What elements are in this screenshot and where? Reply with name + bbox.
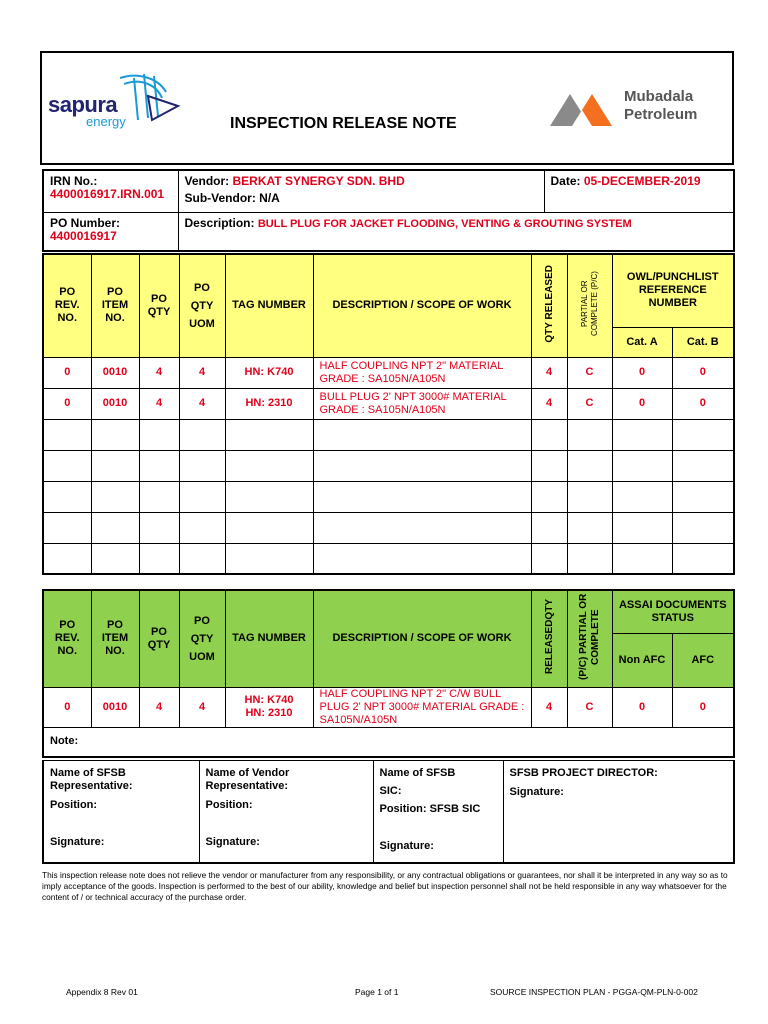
row2-item: 0010	[91, 687, 139, 727]
row-pc: C	[567, 357, 612, 388]
th-qty-released-text: QTY RELEASED	[543, 264, 555, 343]
empty-row	[43, 450, 734, 481]
th2-po-rev: PO REV. NO.	[43, 590, 91, 687]
th-cat-b: Cat. B	[672, 327, 734, 357]
sapura-wordmark: sapura	[48, 92, 118, 117]
th2-released-qty-text: RELEASEDQTY	[543, 599, 555, 675]
row-qty: 4	[139, 388, 179, 419]
footer-appendix: Appendix 8 Rev 01	[66, 987, 138, 997]
vendor-label: Vendor:	[184, 174, 230, 188]
row-rel: 4	[531, 357, 567, 388]
th2-assai: ASSAI DOCUMENTS STATUS	[612, 590, 734, 633]
mubadala-mountain-icon	[550, 86, 620, 132]
empty-row	[43, 543, 734, 574]
th2-description: DESCRIPTION / SCOPE OF WORK	[313, 590, 531, 687]
th-tag-number: TAG NUMBER	[225, 254, 313, 357]
date-label: Date:	[550, 174, 581, 188]
sfsb-sic-signature-label: Signature:	[379, 840, 434, 852]
row2-uom: 4	[179, 687, 225, 727]
th2-partial	[567, 590, 612, 687]
po-cell	[43, 213, 178, 251]
sig-col-vendor-rep	[199, 761, 373, 864]
row2-pc: C	[567, 687, 612, 727]
th-po-qty: PO QTY	[139, 254, 179, 357]
subvendor: Sub-Vendor: N/A	[184, 191, 280, 205]
row-uom: 4	[179, 388, 225, 419]
empty-row	[43, 419, 734, 450]
sfsb-rep-position-label: Position:	[50, 799, 98, 811]
row2-rev: 0	[43, 687, 91, 727]
project-director-signature-label: Signature:	[509, 786, 564, 798]
table-row	[43, 388, 734, 419]
row-uom: 4	[179, 357, 225, 388]
disclaimer-text: This inspection release note does not relieve the vendor or manufacturer from any responsibility, or any contractual obligations or guarantees, nor shall it be interpreted in any way so as to imply acceptance of the goods. Inspection is performed to the best of our ability, knowledge and belief but inspection personnel shall not be held responsible in any way whatsoever for the content of / or technical accuracy of the purchase order.	[42, 870, 728, 902]
th-po-item: PO ITEM NO.	[91, 254, 139, 357]
row-rev: 0	[43, 357, 91, 388]
th-cat-a: Cat. A	[612, 327, 672, 357]
row-item: 0010	[91, 388, 139, 419]
row-cat-b: 0	[672, 357, 734, 388]
th2-non-afc: Non AFC	[612, 633, 672, 687]
sfsb-rep-signature-label: Signature:	[50, 836, 105, 848]
mubadala-word: Mubadala	[624, 88, 694, 105]
table-row	[43, 357, 734, 388]
row-cat-a: 0	[612, 388, 672, 419]
sapura-subword: energy	[86, 114, 126, 129]
vendor-value: BERKAT SYNERGY SDN. BHD	[232, 174, 405, 188]
th2-afc: AFC	[672, 633, 734, 687]
row2-tag	[225, 687, 313, 727]
po-value: 4400016917	[50, 229, 117, 243]
vendor-rep-signature-label: Signature:	[205, 836, 260, 848]
note-cell	[43, 727, 734, 757]
row-rel: 4	[531, 388, 567, 419]
sig-col-project-director	[503, 761, 734, 864]
sfsb-sic-label: SIC:	[379, 785, 402, 797]
irn-label: IRN No.:	[50, 174, 98, 188]
footer-page-number: Page 1 of 1	[355, 987, 399, 997]
th2-partial-text: (P/C) PARTIAL OR COMPLETE	[577, 593, 601, 680]
note-label: Note:	[50, 735, 79, 748]
row2-tag-2: HN: 2310	[245, 707, 293, 719]
vendor-cell	[178, 170, 544, 213]
row-rev: 0	[43, 388, 91, 419]
po-label: PO Number:	[50, 216, 121, 230]
th-description: DESCRIPTION / SCOPE OF WORK	[313, 254, 531, 357]
th2-po-qty-uom: PO QTY UOM	[179, 590, 225, 687]
description-cell	[178, 213, 734, 251]
row-tag: HN: K740	[225, 357, 313, 388]
vendor-rep-name-label: Name of Vendor Representative:	[205, 767, 290, 792]
mubadala-logo	[550, 86, 710, 132]
row2-afc: 0	[672, 687, 734, 727]
row-item: 0010	[91, 357, 139, 388]
th-owl: OWL/PUNCHLIST REFERENCE NUMBER	[612, 254, 734, 327]
row-pc: C	[567, 388, 612, 419]
table-row	[43, 687, 734, 727]
date-cell	[544, 170, 734, 213]
empty-row	[43, 481, 734, 512]
row-qty: 4	[139, 357, 179, 388]
irn-cell	[43, 170, 178, 213]
signature-table	[42, 760, 735, 864]
row2-desc: HALF COUPLING NPT 2" C/W BULL PLUG 2' NPT 3000# MATERIAL GRADE : SA105N/A105N	[313, 687, 531, 727]
row-cat-b: 0	[672, 388, 734, 419]
th-po-rev: PO REV. NO.	[43, 254, 91, 357]
description-label: Description:	[184, 216, 255, 230]
sapura-logo	[48, 70, 188, 130]
info-table	[42, 169, 735, 252]
footer-plan-reference: SOURCE INSPECTION PLAN - PGGA-QM-PLN-0-002	[490, 987, 698, 997]
row2-rel: 4	[531, 687, 567, 727]
row-tag: HN: 2310	[225, 388, 313, 419]
document-title: INSPECTION RELEASE NOTE	[230, 115, 457, 132]
row2-tag-1: HN: K740	[244, 694, 294, 706]
th2-released-qty	[531, 590, 567, 687]
row-cat-a: 0	[612, 357, 672, 388]
description-value: BULL PLUG FOR JACKET FLOODING, VENTING & GROUTING SYSTEM	[257, 218, 632, 230]
row-desc: BULL PLUG 2' NPT 3000# MATERIAL GRADE : SA105N/A105N	[313, 388, 531, 419]
row2-qty: 4	[139, 687, 179, 727]
sig-col-sfsb-rep	[43, 761, 199, 864]
petroleum-word: Petroleum	[624, 106, 698, 123]
th2-po-item: PO ITEM NO.	[91, 590, 139, 687]
row2-non-afc: 0	[612, 687, 672, 727]
vendor-rep-position-label: Position:	[205, 799, 253, 811]
sig-col-sfsb-sic	[373, 761, 503, 864]
row-desc: HALF COUPLING NPT 2" MATERIAL GRADE : SA105N/A105N	[313, 357, 531, 388]
date-value: 05-DECEMBER-2019	[583, 174, 701, 188]
th2-po-qty: PO QTY	[139, 590, 179, 687]
release-table	[42, 253, 735, 575]
empty-row	[43, 512, 734, 543]
th2-tag-number: TAG NUMBER	[225, 590, 313, 687]
project-director-label: SFSB PROJECT DIRECTOR:	[509, 767, 658, 779]
sfsb-rep-name-label: Name of SFSB Representative:	[50, 767, 133, 792]
th-partial-text: PARTIAL OR COMPLETE (P/C)	[579, 271, 599, 337]
th-po-qty-uom: PO QTY UOM	[179, 254, 225, 357]
sfsb-sic-name-label: Name of SFSB	[379, 767, 456, 779]
assai-table	[42, 589, 735, 758]
th-qty-released	[531, 254, 567, 357]
sfsb-sic-position-label: Position: SFSB SIC	[379, 803, 481, 815]
irn-value: 4400016917.IRN.001	[50, 187, 165, 201]
th-partial	[567, 254, 612, 357]
